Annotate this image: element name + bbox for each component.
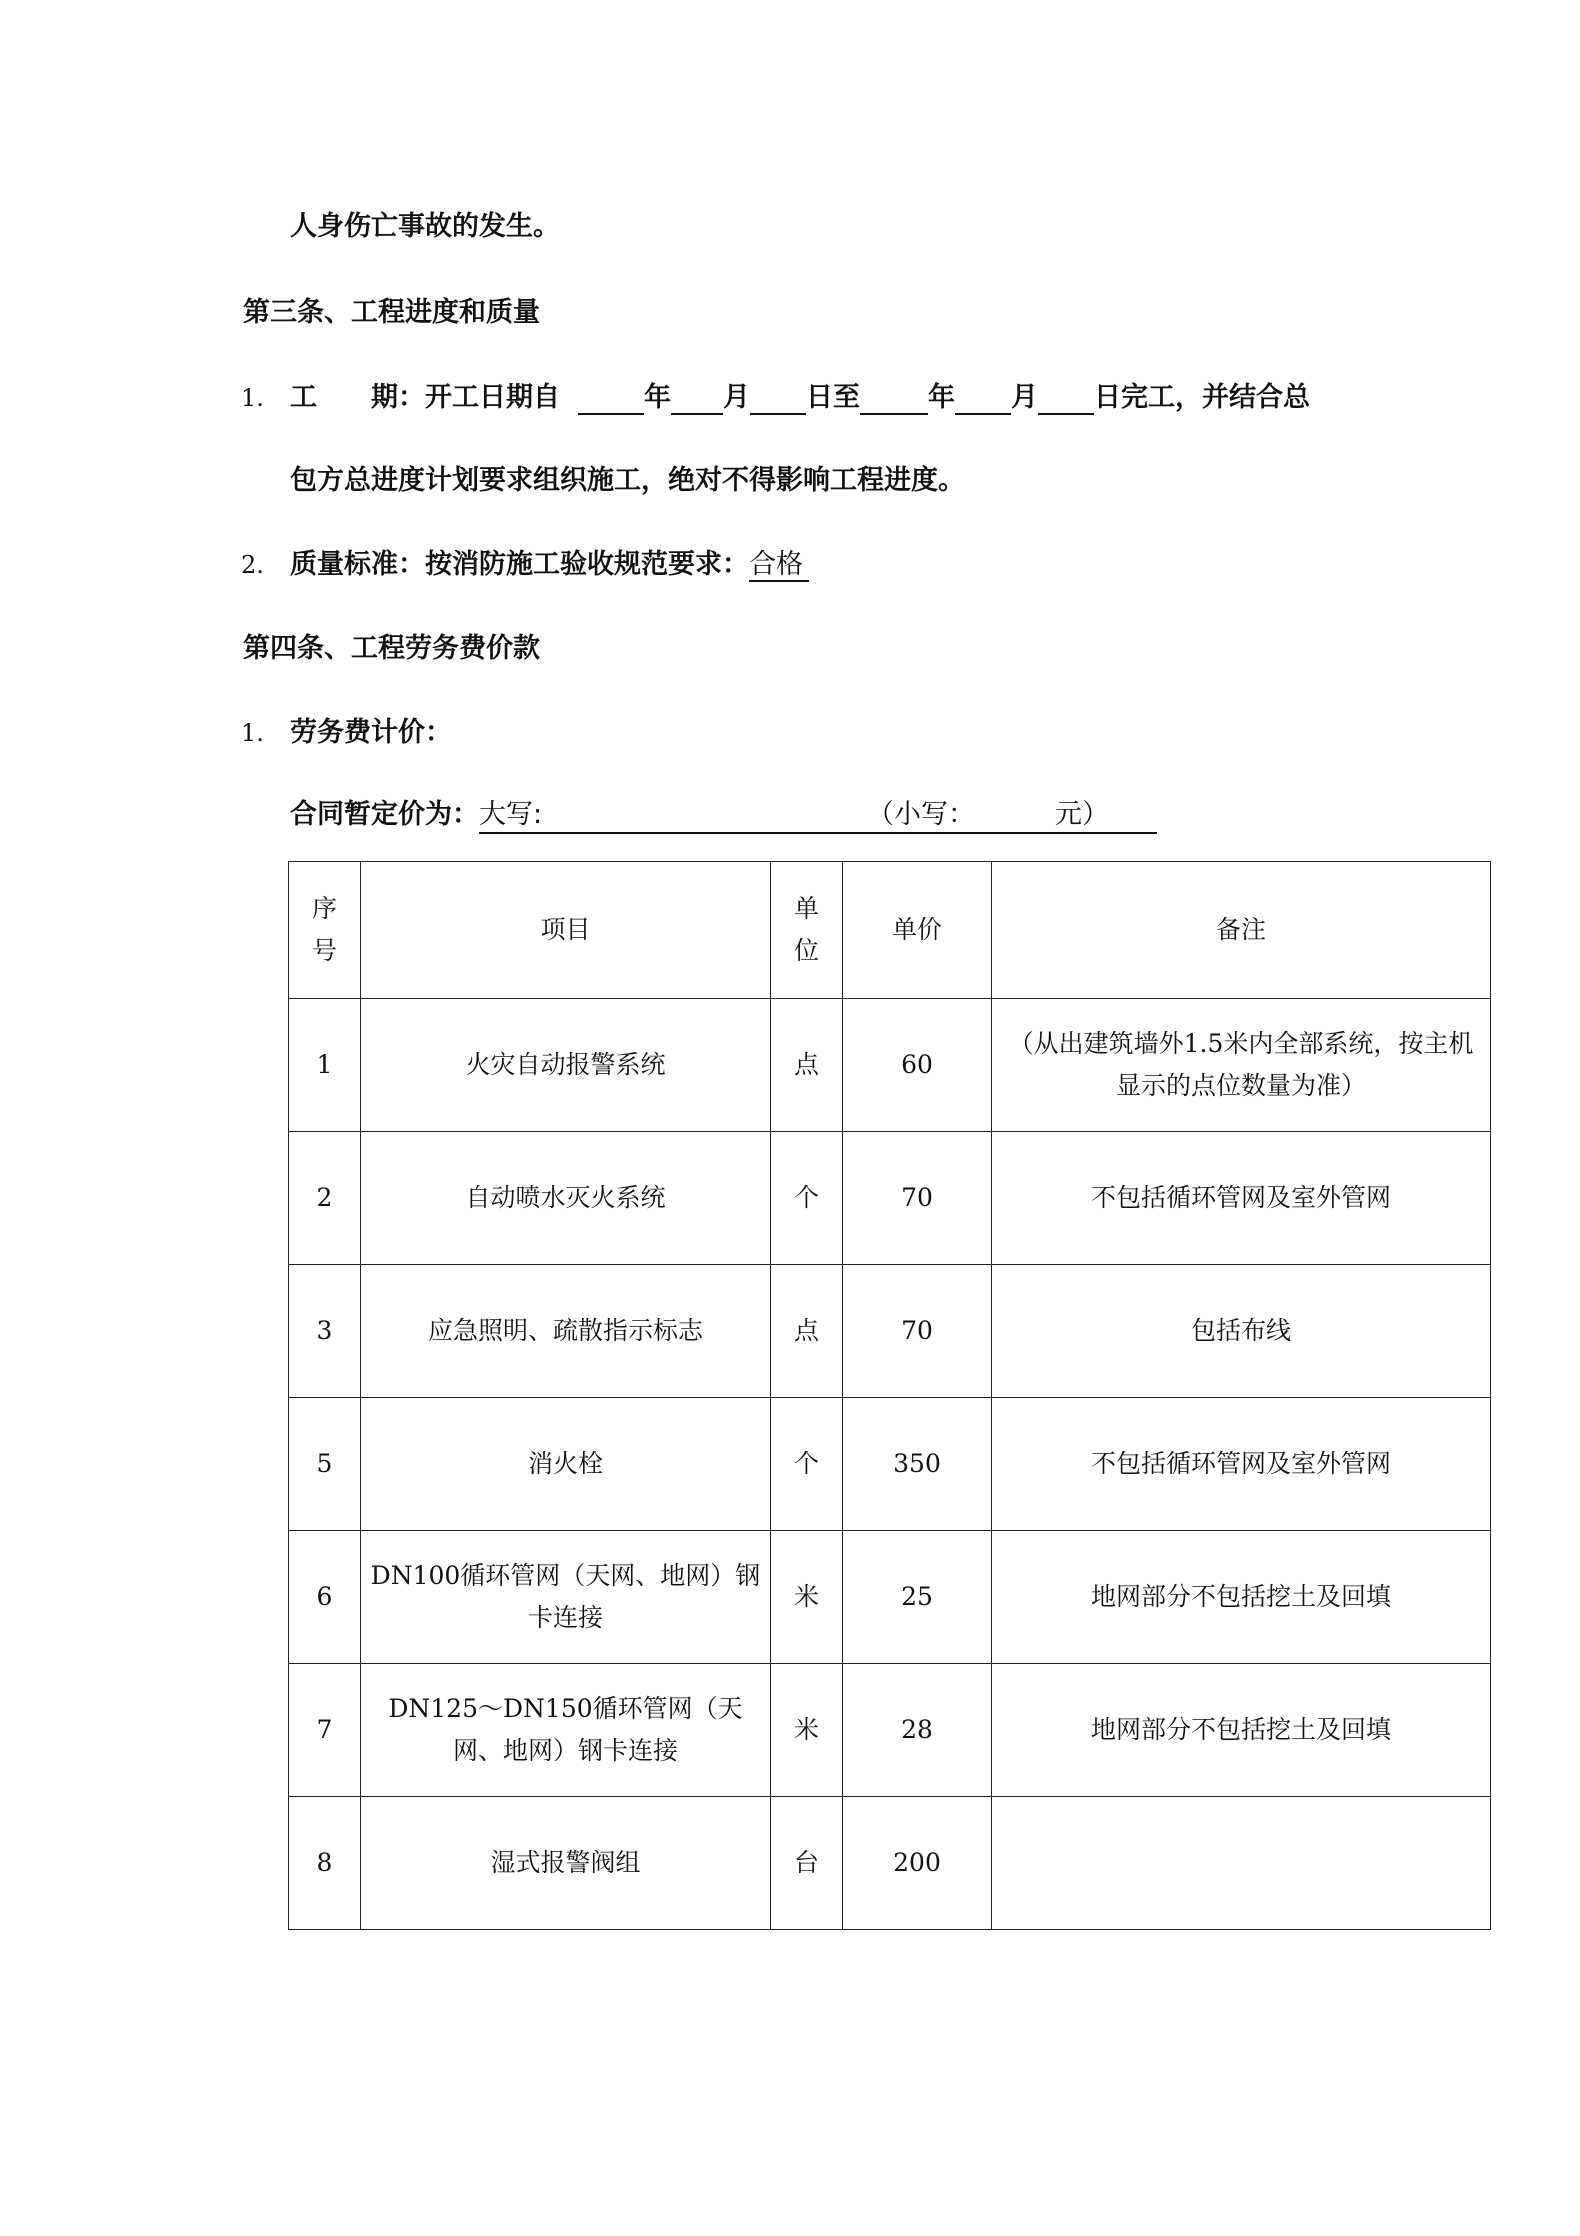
item-1-label: 工 期：开工日期自 xyxy=(290,382,560,413)
item-1-continuation: 包方总进度计划要求组织施工，绝对不得影响工程进度。 xyxy=(290,465,965,496)
row-no: 3 xyxy=(289,1265,361,1398)
contract-price-line xyxy=(290,798,1157,834)
fee-label: 劳务费计价： xyxy=(290,717,452,748)
row-unit: 台 xyxy=(771,1797,843,1930)
start-month-blank[interactable] xyxy=(671,383,723,415)
row-price: 25 xyxy=(843,1531,992,1664)
row-unit: 个 xyxy=(771,1132,843,1265)
row-note: 地网部分不包括挖土及回填 xyxy=(992,1664,1491,1797)
row-item: 火灾自动报警系统 xyxy=(361,999,771,1132)
month-label-2: 月 xyxy=(1011,382,1038,413)
row-no: 6 xyxy=(289,1531,361,1664)
row-price: 200 xyxy=(843,1797,992,1930)
row-item: 自动喷水灭火系统 xyxy=(361,1132,771,1265)
row-no: 7 xyxy=(289,1664,361,1797)
row-item: 应急照明、疏散指示标志 xyxy=(361,1265,771,1398)
price-yuan-label: 元） xyxy=(1055,799,1109,830)
row-note xyxy=(992,1797,1491,1930)
table-header-row xyxy=(289,862,1491,999)
row-no: 8 xyxy=(289,1797,361,1930)
header-item: 项目 xyxy=(361,862,771,999)
row-unit: 米 xyxy=(771,1531,843,1664)
price-xiaoxie-label: （小写： xyxy=(867,799,975,830)
row-note: 包括布线 xyxy=(992,1265,1491,1398)
row-unit: 米 xyxy=(771,1664,843,1797)
price-prefix: 合同暂定价为： xyxy=(290,799,479,830)
row-item: DN100循环管网（天网、地网）钢卡连接 xyxy=(361,1531,771,1664)
row-unit: 点 xyxy=(771,999,843,1132)
row-price: 60 xyxy=(843,999,992,1132)
header-unit: 单位 xyxy=(771,862,843,999)
table-row xyxy=(289,1265,1491,1398)
row-item: DN125～DN150循环管网（天网、地网）钢卡连接 xyxy=(361,1664,771,1797)
table-row xyxy=(289,1531,1491,1664)
labor-fee-table xyxy=(288,861,1491,1930)
article-3-title: 第三条、工程进度和质量 xyxy=(243,297,540,328)
row-no: 1 xyxy=(289,999,361,1132)
quality-label: 质量标准：按消防施工验收规范要求： xyxy=(290,549,749,580)
start-year-blank[interactable] xyxy=(578,383,644,415)
table-row xyxy=(289,1398,1491,1531)
table-row xyxy=(289,1664,1491,1797)
row-price: 70 xyxy=(843,1265,992,1398)
year-label-2: 年 xyxy=(928,382,955,413)
quality-value: 合格 xyxy=(749,549,809,582)
item-2-line xyxy=(290,548,809,582)
header-note: 备注 xyxy=(992,862,1491,999)
month-label: 月 xyxy=(723,382,750,413)
row-note: （从出建筑墙外1.5米内全部系统，按主机显示的点位数量为准） xyxy=(992,999,1491,1132)
end-year-blank[interactable] xyxy=(860,383,928,415)
price-xiaoxie-field[interactable] xyxy=(867,798,1157,834)
header-price: 单价 xyxy=(843,862,992,999)
day-done-label: 日完工，并结合总 xyxy=(1094,382,1310,413)
row-unit: 个 xyxy=(771,1398,843,1531)
continuation-line: 人身伤亡事故的发生。 xyxy=(290,211,560,242)
row-note: 不包括循环管网及室外管网 xyxy=(992,1398,1491,1531)
fee-number: 1. xyxy=(241,719,264,747)
price-daxie-field[interactable] xyxy=(479,798,867,834)
row-no: 5 xyxy=(289,1398,361,1531)
start-day-blank[interactable] xyxy=(750,383,806,415)
row-item: 消火栓 xyxy=(361,1398,771,1531)
table-row xyxy=(289,999,1491,1132)
item-1-number: 1. xyxy=(241,384,264,412)
article-4-title: 第四条、工程劳务费价款 xyxy=(243,633,540,664)
header-no: 序号 xyxy=(289,862,361,999)
table-row xyxy=(289,1797,1491,1930)
row-unit: 点 xyxy=(771,1265,843,1398)
row-item: 湿式报警阀组 xyxy=(361,1797,771,1930)
end-day-blank[interactable] xyxy=(1038,383,1094,415)
row-note: 地网部分不包括挖土及回填 xyxy=(992,1531,1491,1664)
day-to-label: 日至 xyxy=(806,382,860,413)
row-note: 不包括循环管网及室外管网 xyxy=(992,1132,1491,1265)
end-month-blank[interactable] xyxy=(955,383,1011,415)
row-price: 350 xyxy=(843,1398,992,1531)
year-label: 年 xyxy=(644,382,671,413)
price-daxie-label: 大写: xyxy=(479,799,543,830)
row-price: 70 xyxy=(843,1132,992,1265)
row-price: 28 xyxy=(843,1664,992,1797)
item-1-line xyxy=(290,381,1310,415)
item-2-number: 2. xyxy=(241,551,264,579)
table-row xyxy=(289,1132,1491,1265)
row-no: 2 xyxy=(289,1132,361,1265)
